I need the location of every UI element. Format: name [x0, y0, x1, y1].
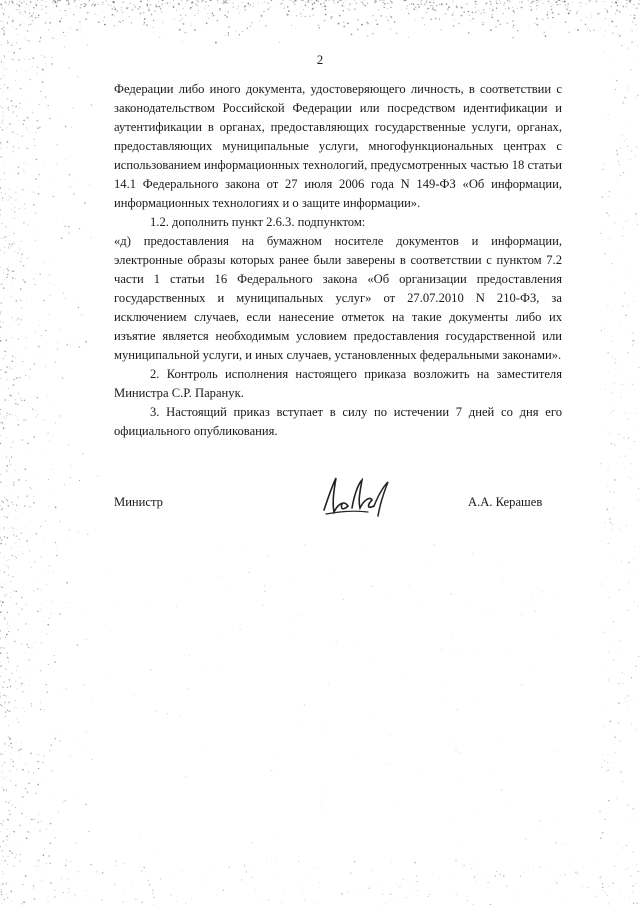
paragraph-1-2: 1.2. дополнить пункт 2.6.3. подпунктом: — [150, 215, 366, 229]
signatory-name: А.А. Керашев — [468, 495, 543, 509]
page-number: 2 — [316, 52, 324, 67]
signatory-title: Министр — [114, 495, 163, 509]
handwritten-signature — [318, 470, 398, 520]
paragraph-3: 3. Настоящий приказ вступает в силу по истечении 7 дней со дня его официального опубликования. — [114, 405, 562, 438]
paragraph-continuation: Федерации либо иного документа, удостоверяющего личность, в соответствии с законодательством Российской Федерации или посредством идентификации и аутентификации в органах, предоставляющих государственные услуги, органах, предоставляющих муниципальные услуги, многофункциональных центрах с использованием информационных технологий, предусмотренных частью 18 статьи 14.1 Федерального закона от 27 июля 2006 года N 149-ФЗ «Об информации, информационных технологиях и о защите информации». — [114, 82, 562, 210]
document-body — [114, 80, 562, 441]
paragraph-2: 2. Контроль исполнения настоящего приказа возложить на заместителя Министра С.Р. Паранук. — [114, 367, 562, 400]
paragraph-subpoint-d: «д) предоставления на бумажном носителе документов и информации, электронные образы которых ранее были заверены в соответствии с пунктом 7.2 части 1 статьи 16 Федерального закона «Об организации предоставления государственных и муниципальных услуг» от 27.07.2010 N 210-ФЗ, за исключением случаев, если нанесение отметок на такие документы либо их изъятие является необходимым условием предоставления государственной или муниципальной услуги, и иных случаев, установленных федеральными законами». — [114, 234, 562, 362]
